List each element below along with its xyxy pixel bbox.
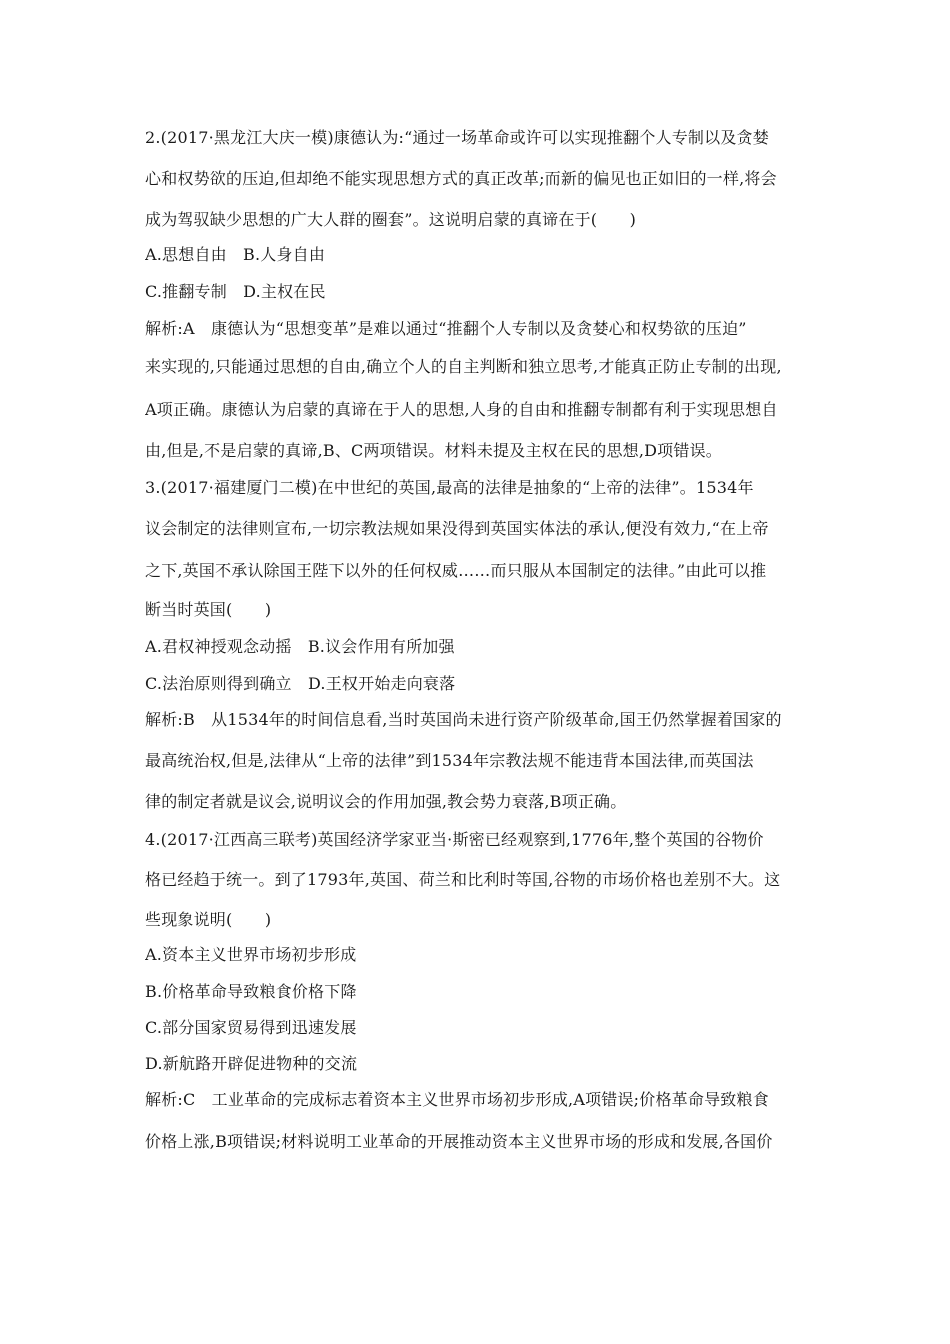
q2-analysis-line-3: A项正确。康德认为启蒙的真谛在于人的思想,人身的自由和推翻专制都有利于实现思想自 [145,400,778,419]
q4-stem-line-2: 格已经趋于统一。到了1793年,英国、荷兰和比利时等国,谷物的市场价格也差别不大。这 [145,870,781,889]
q2-option-line-1: A.思想自由 B.人身自由 [145,245,326,264]
q2-stem-line-1: 2.(2017·黑龙江大庆一模)康德认为:“通过一场革命或许可以实现推翻个人专制以及贪婪 [145,128,769,147]
q3-stem-line-1: 3.(2017·福建厦门二模)在中世纪的英国,最高的法律是抽象的“上帝的法律”。1534年 [145,478,754,497]
q3-analysis-line-3: 律的制定者就是议会,说明议会的作用加强,教会势力衰落,B项正确。 [145,792,627,811]
q4-analysis-line-1: 解析:C 工业革命的完成标志着资本主义世界市场初步形成,A项错误;价格革命导致粮食 [145,1090,769,1109]
q2-analysis-line-4: 由,但是,不是启蒙的真谛,B、C两项错误。材料未提及主权在民的思想,D项错误。 [145,441,722,460]
q4-option-d: D.新航路开辟促进物种的交流 [145,1054,358,1073]
q2-analysis-line-1: 解析:A 康德认为“思想变革”是难以通过“推翻个人专制以及贪婪心和权势欲的压迫” [145,319,747,338]
q3-option-line-1: A.君权神授观念动摇 B.议会作用有所加强 [145,637,455,656]
q3-analysis-line-2: 最高统治权,但是,法律从“上帝的法律”到1534年宗教法规不能违背本国法律,而英国法 [145,751,754,770]
q4-option-c: C.部分国家贸易得到迅速发展 [145,1018,357,1037]
q4-stem-line-1: 4.(2017·江西高三联考)英国经济学家亚当·斯密已经观察到,1776年,整个英国的谷物价 [145,830,764,849]
q4-option-a: A.资本主义世界市场初步形成 [145,945,357,964]
q4-option-b: B.价格革命导致粮食价格下降 [145,982,357,1001]
q4-analysis-line-2: 价格上涨,B项错误;材料说明工业革命的开展推动资本主义世界市场的形成和发展,各国价 [145,1132,773,1151]
q3-analysis-line-1: 解析:B 从1534年的时间信息看,当时英国尚未进行资产阶级革命,国王仍然掌握着国家的 [145,710,782,729]
q2-stem-line-3: 成为驾驭缺少思想的广大人群的圈套”。这说明启蒙的真谛在于( ) [145,210,637,229]
q2-analysis-line-2: 来实现的,只能通过思想的自由,确立个人的自主判断和独立思考,才能真正防止专制的出现, [145,357,782,376]
q3-option-line-2: C.法治原则得到确立 D.王权开始走向衰落 [145,674,456,693]
q3-stem-line-2: 议会制定的法律则宣布,一切宗教法规如果没得到英国实体法的承认,便没有效力,“在上帝 [145,519,769,538]
q3-stem-line-4: 断当时英国( ) [145,600,272,619]
q4-stem-line-3: 些现象说明( ) [145,910,272,929]
q2-stem-line-2: 心和权势欲的压迫,但却绝不能实现思想方式的真正改革;而新的偏见也正如旧的一样,将会 [145,169,777,188]
q3-stem-line-3: 之下,英国不承认除国王陛下以外的任何权威……而只服从本国制定的法律。”由此可以推 [145,561,767,580]
q2-option-line-2: C.推翻专制 D.主权在民 [145,282,326,301]
